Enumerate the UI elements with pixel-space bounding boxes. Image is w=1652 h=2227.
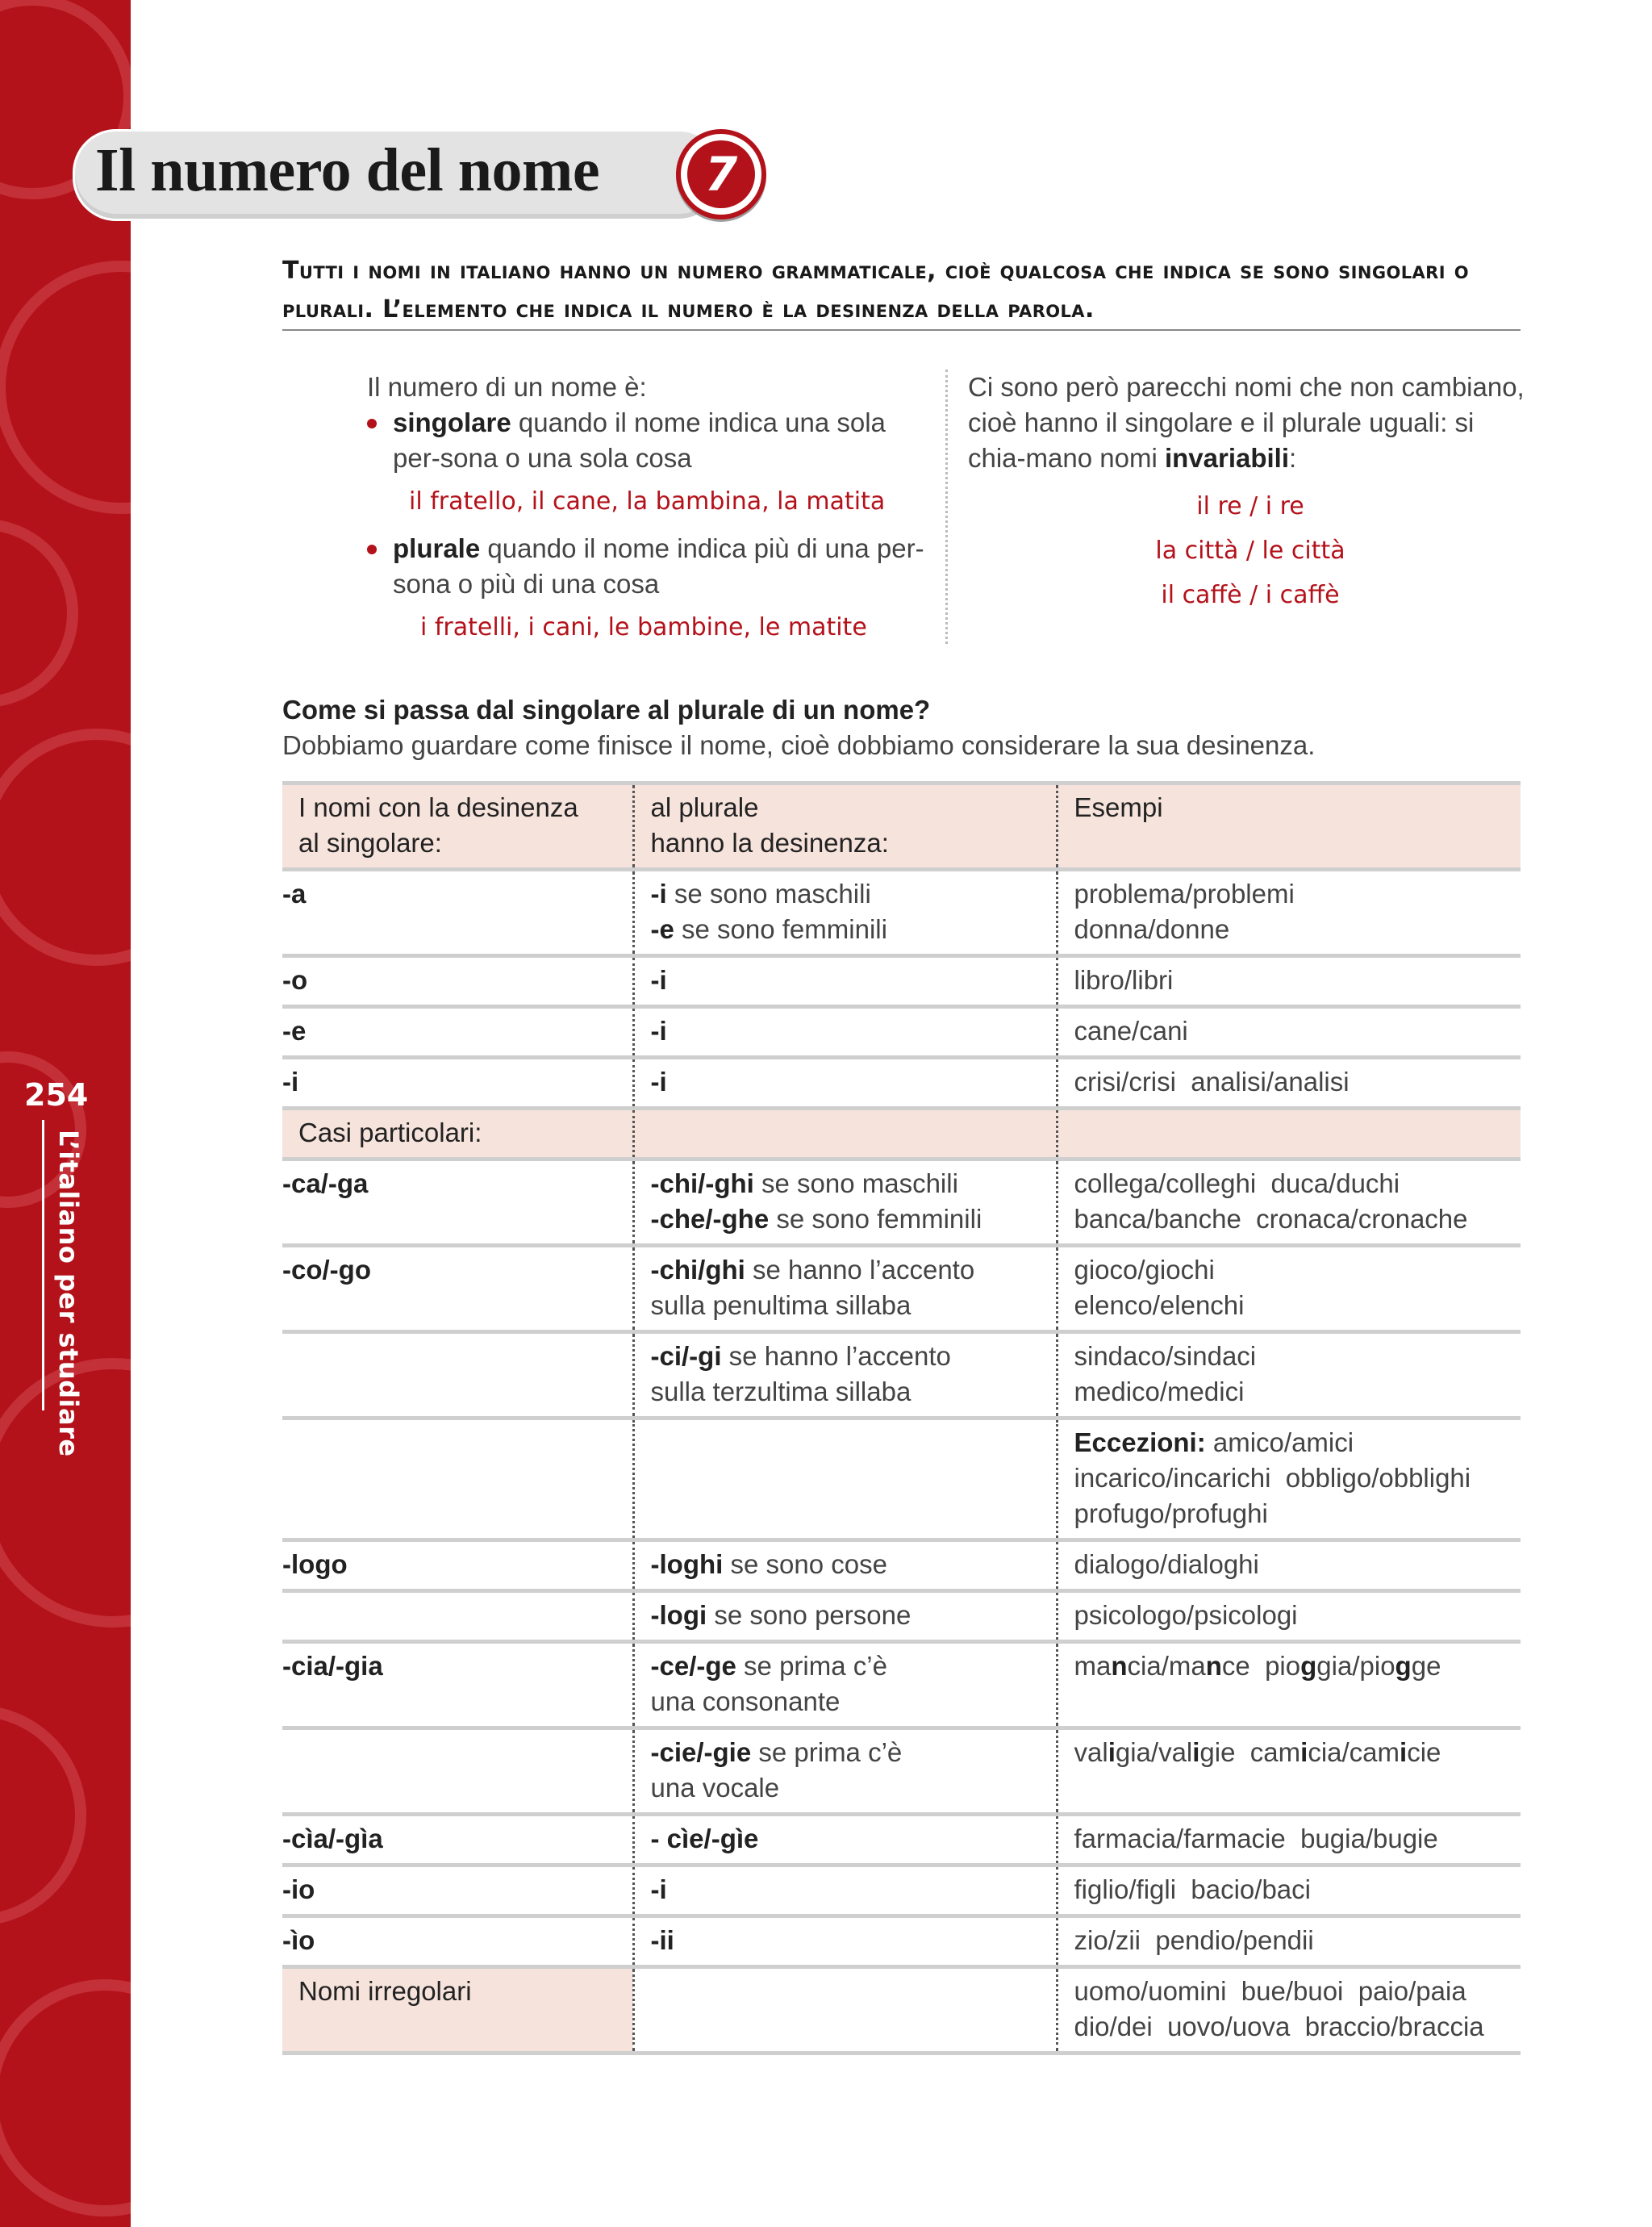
irregular-label: Nomi irregolari (282, 1967, 633, 2054)
casi-empty (633, 1109, 1057, 1159)
term-invariabili: invariabili (1164, 443, 1290, 473)
ending: -loghi (650, 1549, 724, 1579)
header-examples: Esempi (1057, 783, 1521, 870)
ending: -co/-go (282, 1255, 371, 1285)
table-row (282, 1866, 1521, 1916)
example: profugo/profughi (1074, 1498, 1268, 1528)
example-part: cie (1407, 1737, 1441, 1767)
cell-plural (633, 1591, 1057, 1642)
example-highlight: i (1108, 1737, 1116, 1767)
question-heading: Come si passa dal singolare al plurale di un nome? (282, 695, 931, 725)
cell-singular (282, 956, 633, 1007)
cell-singular (282, 1332, 633, 1419)
table-row-exceptions (282, 1419, 1521, 1540)
example-part: ge (1411, 1651, 1441, 1681)
header-singular-line2: al singolare: (298, 828, 442, 858)
condition: se hanno l’accento (721, 1341, 951, 1371)
condition: una consonante (650, 1686, 841, 1716)
cell-singular (282, 1591, 633, 1642)
example: collega/colleghi duca/duchi (1074, 1168, 1400, 1198)
ending: -cie/-gie (650, 1737, 752, 1767)
cell-examples (1057, 1967, 1521, 2054)
ending: -cìa/-gìa (282, 1824, 383, 1853)
table-row (282, 1642, 1521, 1728)
table-row-irregular (282, 1967, 1521, 2054)
example: problema/problemi (1074, 879, 1295, 909)
example-highlight: i (1192, 1737, 1200, 1767)
invariabili-example-3: il caffè / i caffè (1161, 581, 1340, 609)
table-header (282, 783, 1521, 870)
right-column (968, 370, 1533, 617)
invariabili-paragraph (968, 370, 1533, 476)
cell-singular (282, 1728, 633, 1815)
ending: -ìo (282, 1925, 315, 1955)
page-title: Il numero del nome (95, 136, 600, 204)
plural-rules-table (282, 781, 1521, 2055)
table-row (282, 1332, 1521, 1419)
cell-singular (282, 1007, 633, 1058)
exceptions-label: Eccezioni: (1074, 1427, 1206, 1457)
cell-singular (282, 1642, 633, 1728)
cell-plural (633, 870, 1057, 956)
invariabili-colon: : (1289, 443, 1297, 473)
example: gioco/giochi (1074, 1255, 1215, 1285)
ending: -i (650, 1067, 667, 1097)
table-row (282, 1916, 1521, 1967)
column-divider (945, 370, 948, 644)
page-number: 254 (24, 1077, 89, 1113)
side-title: L’italiano per studiare (53, 1130, 84, 1457)
condition: se sono cose (723, 1549, 887, 1579)
cell-plural (633, 1815, 1057, 1866)
table-row (282, 1728, 1521, 1815)
ending: -io (282, 1874, 315, 1904)
cell-singular (282, 1058, 633, 1109)
casi-label: Casi particolari: (282, 1109, 633, 1159)
example-highlight: g (1300, 1651, 1317, 1681)
cell-singular (282, 1815, 633, 1866)
example-part: ce pio (1221, 1651, 1301, 1681)
cell-examples: farmacia/farmacie bugia/bugie (1057, 1815, 1521, 1866)
invariabili-text: Ci sono però parecchi nomi che non cambiano, cioè hanno il singolare e il plurale uguali: si chia-mano nomi (968, 372, 1525, 473)
table-row (282, 1007, 1521, 1058)
casi-empty (1057, 1109, 1521, 1159)
ending: -chi/ghi (650, 1255, 745, 1285)
condition: se sono maschili (753, 1168, 958, 1198)
singolare-text: quando il nome indica una sola per-sona o una sola cosa (393, 407, 886, 473)
condition: se sono femminili (674, 914, 887, 944)
ending: -chi/-ghi (650, 1168, 754, 1198)
intro-text: Tutti i nomi in italiano hanno un numero grammaticale, cioè qualcosa che indica se sono singolari o plurali. L’elemento che indica il numero è la desinenza della parola. (282, 257, 1470, 324)
cell-plural (633, 1159, 1057, 1246)
left-column (367, 370, 932, 646)
bullet-singolare (367, 405, 932, 476)
plurale-example: i fratelli, i cani, le bambine, le matite (420, 613, 867, 641)
ending: -ce/-ge (650, 1651, 736, 1681)
cell-singular (282, 1419, 633, 1540)
ending: -i (282, 1067, 299, 1097)
example-highlight: n (1111, 1651, 1128, 1681)
question-answer: Dobbiamo guardare come finisce il nome, cioè dobbiamo considerare la sua desinenza. (282, 730, 1316, 760)
cell-examples (1057, 1332, 1521, 1419)
ending: -e (282, 1016, 307, 1046)
ending: -i (650, 1016, 667, 1046)
example: incarico/incarichi obbligo/obblighi (1074, 1463, 1471, 1493)
table-row (282, 1058, 1521, 1109)
example-highlight: g (1395, 1651, 1412, 1681)
cell-plural (633, 1642, 1057, 1728)
cell-singular (282, 870, 633, 956)
cell-plural (633, 1058, 1057, 1109)
cell-plural (633, 1728, 1057, 1815)
ending: -a (282, 879, 307, 909)
plurale-text: quando il nome indica più di una per-sona o più di una cosa (393, 533, 924, 599)
table-row (282, 1540, 1521, 1591)
example: uomo/uomini bue/buoi paio/paia (1074, 1976, 1466, 2006)
table-row (282, 1815, 1521, 1866)
cell-examples: crisi/crisi analisi/analisi (1057, 1058, 1521, 1109)
example: medico/medici (1074, 1377, 1245, 1406)
bullet-plurale (367, 531, 932, 602)
ending: -ca/-ga (282, 1168, 369, 1198)
cell-singular (282, 1916, 633, 1967)
header-plural (633, 783, 1057, 870)
cell-examples: figlio/figli bacio/baci (1057, 1866, 1521, 1916)
cell-plural (633, 956, 1057, 1007)
cell-plural (633, 1246, 1057, 1332)
condition: sulla penultima sillaba (650, 1290, 912, 1320)
example: amico/amici (1205, 1427, 1354, 1457)
cell-examples (1057, 1642, 1521, 1728)
cell-examples: cane/cani (1057, 1007, 1521, 1058)
intro-divider (282, 329, 1521, 331)
header-singular (282, 783, 633, 870)
condition: se prima c’è (736, 1651, 887, 1681)
cell-examples: psicologo/psicologi (1057, 1591, 1521, 1642)
ending: -cia/-gia (282, 1651, 383, 1681)
cell-examples: libro/libri (1057, 956, 1521, 1007)
cell-plural (633, 1866, 1057, 1916)
cell-singular (282, 1540, 633, 1591)
chapter-badge (676, 129, 766, 219)
ending: -logo (282, 1549, 348, 1579)
ending: -o (282, 965, 308, 995)
example-part: gie cam (1199, 1737, 1301, 1767)
ending: -logi (650, 1600, 707, 1630)
example-part: ma (1074, 1651, 1112, 1681)
ending: -ci/-gi (650, 1341, 722, 1371)
example-highlight: i (1400, 1737, 1408, 1767)
table-row (282, 1159, 1521, 1246)
ending: -ii (650, 1925, 674, 1955)
example-part: cia/cam (1308, 1737, 1400, 1767)
cell-plural (633, 1967, 1057, 2054)
cell-examples (1057, 870, 1521, 956)
question-block (282, 692, 1521, 763)
cell-singular (282, 1159, 633, 1246)
example: dio/dei uovo/uova braccio/braccia (1074, 2012, 1484, 2041)
table-row (282, 1591, 1521, 1642)
ending: - cìe/-gìe (650, 1824, 759, 1853)
cell-plural (633, 1332, 1057, 1419)
condition: se sono femminili (769, 1204, 982, 1234)
cell-plural (633, 1916, 1057, 1967)
invariabili-example-1: il re / i re (1196, 492, 1304, 520)
condition: se sono maschili (666, 879, 871, 909)
example: sindaco/sindaci (1074, 1341, 1257, 1371)
cell-plural (633, 1540, 1057, 1591)
cell-examples (1057, 1419, 1521, 1540)
cell-singular (282, 1246, 633, 1332)
ending: -i (650, 965, 667, 995)
cell-singular (282, 1866, 633, 1916)
example: banca/banche cronaca/cronache (1074, 1204, 1468, 1234)
invariabili-example-2: la città / le città (1155, 537, 1345, 565)
table-row (282, 870, 1521, 956)
example-part: gia/val (1115, 1737, 1193, 1767)
condition: se sono persone (707, 1600, 912, 1630)
decorative-circles (0, 0, 131, 2227)
ending: -i (650, 879, 667, 909)
section-row-casi (282, 1109, 1521, 1159)
cell-plural (633, 1007, 1057, 1058)
term-singolare: singolare (393, 407, 511, 437)
header-plural-line1: al plurale (650, 792, 759, 822)
example-part: cia/ma (1127, 1651, 1206, 1681)
condition: una vocale (650, 1773, 780, 1803)
condition: se prima c’è (751, 1737, 903, 1767)
header-plural-line2: hanno la desinenza: (650, 828, 889, 858)
condition: se hanno l’accento (745, 1255, 975, 1285)
term-plurale: plurale (393, 533, 481, 563)
example-part: gia/pio (1316, 1651, 1395, 1681)
example: elenco/elenchi (1074, 1290, 1245, 1320)
example-highlight: n (1205, 1651, 1222, 1681)
table-row (282, 1246, 1521, 1332)
cell-examples: zio/zii pendio/pendii (1057, 1916, 1521, 1967)
cell-examples (1057, 1246, 1521, 1332)
singolare-example: il fratello, il cane, la bambina, la matita (409, 487, 886, 516)
example: donna/donne (1074, 914, 1230, 944)
header-singular-line1: I nomi con la desinenza (298, 792, 578, 822)
left-lead: Il numero di un nome è: (367, 372, 647, 402)
condition: sulla terzultima sillaba (650, 1377, 912, 1406)
cell-examples (1057, 1159, 1521, 1246)
example-part: val (1074, 1737, 1108, 1767)
table-row (282, 956, 1521, 1007)
example-highlight: i (1300, 1737, 1308, 1767)
cell-examples: dialogo/dialoghi (1057, 1540, 1521, 1591)
ending: -i (650, 1874, 667, 1904)
sidebar-divider (42, 1120, 44, 1410)
ending: -che/-ghe (650, 1204, 770, 1234)
left-sidebar (0, 0, 131, 2227)
ending: -e (650, 914, 674, 944)
chapter-number: 7 (687, 140, 755, 208)
cell-plural (633, 1419, 1057, 1540)
cell-examples (1057, 1728, 1521, 1815)
